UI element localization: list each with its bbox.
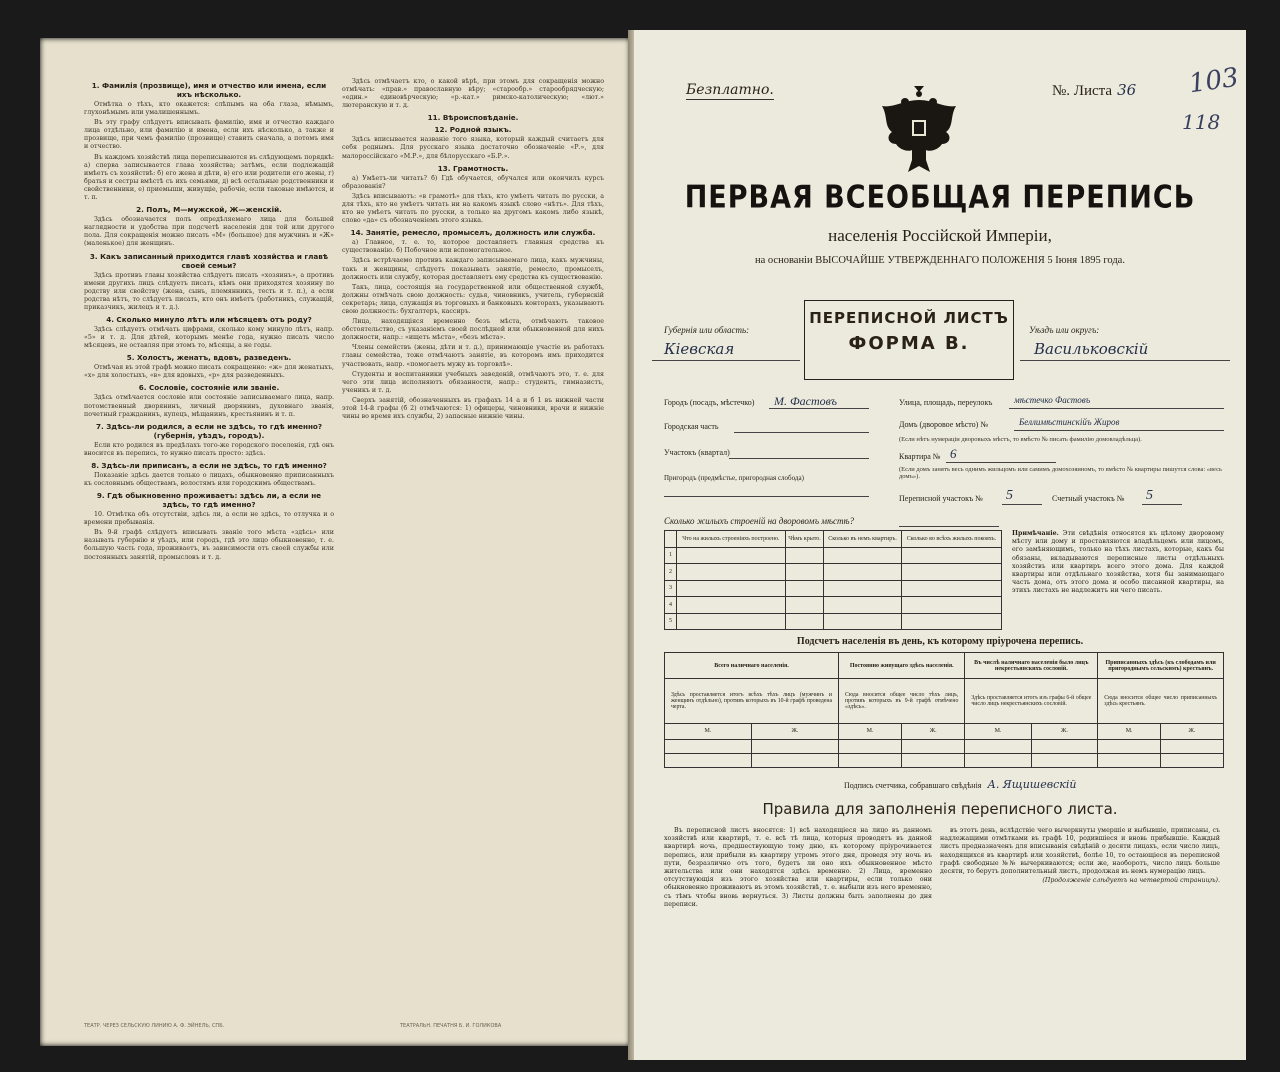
dwellings-table [664, 530, 1002, 630]
instruction-heading: 8. Здѣсь-ли приписанъ, а если не здѣсь, то гдѣ именно? [91, 460, 327, 470]
house-label: Домъ (дворовое мѣсто) № [899, 420, 988, 429]
instruction-paragraph: Здѣсь вписывается названіе того языка, который каждый считаетъ для себя роднымъ. Для русскаго языка достаточно обозначеніе «Р.», для малороссійскаго «М.Р.», для бѣлорусскаго «Б.Р.». [342, 136, 604, 160]
form-title: ПЕРЕПИСНОЙ ЛИСТЪ [809, 309, 1009, 327]
instruction-heading: 6. Сословіе, состояніе или званіе. [138, 383, 280, 393]
instruction-heading: 9. Гдѣ обыкновенно проживаетъ: здѣсь ли, а если не здѣсь, то гдѣ именно? [96, 491, 322, 510]
sex-column-label: М. [665, 723, 752, 739]
summary-column-note: Сюда вносится общее число приписанныхъ здѣсь крестьянъ. [1098, 679, 1224, 724]
form-title-box [804, 300, 1014, 380]
house-value: Беллимѣстинскійъ Жиров [1019, 417, 1120, 427]
summary-column-header: Въ числѣ наличнаго населенія было лицъ некрестьянскихъ сословій. [965, 653, 1098, 679]
signature-row [844, 778, 1076, 791]
instruction-paragraph: а) Главное, т. е. то, которое доставляетъ главныя средства къ существованію. б) Побочное или вспомогательное. [342, 239, 604, 255]
signature-label: Подпись счетчика, собравшаго свѣдѣнія [844, 781, 982, 790]
sheet-number-value: 36 [1117, 81, 1137, 99]
summary-column-note: Здѣсь проставляется итогъ всѣхъ тѣхъ лицъ (мужчинъ и женщинъ отдѣльно), противъ которыхъ въ 10-й графѣ проведена черта. [665, 679, 839, 724]
table-cell [1031, 740, 1098, 754]
table-cell [751, 754, 838, 768]
instruction-paragraph: Здѣсь противъ главы хозяйства слѣдуетъ писать «хозяинъ», а противъ имени другихъ лицъ слѣдуетъ писать, кѣмъ они приходятся хозяину по родству или свойству (жена, сынъ, племянникъ, тесть и т. п.), а если родства нѣтъ, то слѣдуетъ писать, кто онъ имѣетъ (работникъ, служащій, приказчикъ, жилецъ и т. д.). [84, 271, 334, 311]
table-cell [677, 547, 786, 564]
rules-continued: (Продолженіе слѣдуетъ на четвертой страницѣ). [1042, 877, 1220, 885]
instruction-heading: 4. Сколько минуло лѣтъ или мѣсяцевъ отъ роду? [106, 314, 312, 324]
instruction-paragraph: Здѣсь слѣдуетъ отмѣчать цифрами, сколько кому минуло лѣтъ, напр. «5» и т. д. Для дѣтей, которымъ менѣе года, нужно писать число мѣсяцевъ, не оставляя при этомъ то, мѣсяцы, а не годы. [84, 325, 334, 350]
instruction-heading: 1. Фамилія (прозвище), имя и отчество или имена, если ихъ нѣсколько. [91, 81, 327, 99]
table-row [665, 597, 1002, 614]
table-cell [785, 547, 824, 564]
row-number: 1 [665, 547, 677, 564]
table-row [665, 740, 1224, 754]
note-text: Эти свѣдѣнія относятся къ цѣлому дворовому мѣсту или дому и проставляются владѣльцемъ или лицомъ, его замѣняющимъ, только на тѣхъ листахъ, которые, какъ бы обязаны, вкладываются переписные листы отдѣльныхъ хозяйствъ или квартиръ всего этого дома. Для каждой квартиры или отдѣльнаго хозяйства, хотя бы занимающаго часть дома, отъ этого дома и особо писанной квартиры, на этихъ листахъ не надлежитъ ни чего писать. [1012, 530, 1224, 595]
table-cell [1098, 740, 1161, 754]
sheet-number-label: №. Листа [1052, 83, 1113, 99]
printer-footer-right: ТЕАТРАЛЬН. ПЕЧАТНЯ Б. И. ГОЛИКОВА [400, 1023, 502, 1029]
instruction-paragraph: Въ эту графу слѣдуетъ вписывать фамилію, имя и отчество каждаго лица отдѣльно, или фамилію и имена, если ихъ нѣсколько, а также и прозвище, при чемъ фамилію (прозвище) ставить сначала, а потомъ имя и отчество. [84, 119, 334, 151]
instruction-paragraph: 10. Отмѣтка объ отсутствіи, здѣсь ли, а если не здѣсь, то отлучка и о времени пребыванія. [84, 511, 334, 527]
table-cell [677, 564, 786, 581]
imperial-eagle-emblem-icon [874, 80, 964, 180]
table-row [665, 547, 1002, 564]
instruction-paragraph: Въ каждомъ хозяйствѣ лица переписываются въ слѣдующемъ порядкѣ: а) сперва записывается глава хозяйства; затѣмъ, если подлежащій имѣетъ съ хозяйствѣ: б) его жена и дѣти, в) его или родители его жены, г) братья и сестры вмѣстѣ съ ихъ семьями, д) всѣ остальные родственники и свойственники, е) приемыши, живущіе, рабочіе, если таковые имѣются, и т. п. [84, 153, 334, 202]
rules-text-right: въ этотъ день, вслѣдствіе чего вычеркнуты умершіе и выбывшіе, приписаны, съ надлежащими отмѣтками въ графѣ 10, родившіеся и вновь прибывшіе. Каждый листъ предназначенъ для вписыванія свѣдѣній о десяти лицахъ, если число лицъ, находящихся въ квартирѣ или хозяйствѣ, болѣе 10, то остающіеся въ переписной графѣ свободные №№ вычеркиваются; если же, наоборотъ, число лицъ больше десяти, то берутъ дополнительный листъ, продолжая въ немъ нумерацію лицъ. [940, 827, 1220, 876]
instruction-paragraph: Отмѣтка о тѣхъ, кто окажется: слѣпымъ на оба глаза, нѣмымъ, глухонѣмымъ или умалишеннымъ. [84, 101, 334, 117]
instruction-heading: 3. Какъ записанный приходится главѣ хозяйства и главѣ своей семьи? [89, 251, 329, 270]
table-cell [1160, 754, 1223, 768]
instruction-paragraph: Въ 9-й графѣ слѣдуетъ вписывать званіе того мѣста «здѣсь» или называть губернію и уѣздъ, или городъ, гдѣ это лицо обыкновенно, т. е. большую часть года, проживаетъ, въ зависимости отъ своей службы или постоянныхъ занятій, промысловъ и т. д. [84, 529, 334, 561]
table-cell [785, 597, 824, 614]
rules-text-left: Въ переписной листъ вносятся: 1) всѣ находящіеся на лицо въ данномъ хозяйствѣ или квартирѣ, т. е. всѣ тѣ лица, которыя проводятъ въ данной квартирѣ ночь, предшествующую тому дню, къ которому пріурочивается перепись, или прибыли въ квартиру утромъ этого дня, проведя эту ночь въ пути, безразлично отъ того, будетъ ли оно ихъ обыкновенное мѣсто жительства или они находятся здѣсь временно. 2) Лица, временно отсутствующія изъ этого хозяйства или квартиры, если только они обыкновенно проживаютъ въ этомъ хозяйствѣ, т. е. выбыли изъ него временно, съ тѣмъ чтобы вновь вернуться. 3) Листы должны быть заполнены до дня переписи. [664, 827, 932, 908]
table-row [665, 754, 1224, 768]
flat-value: 6 [950, 446, 957, 461]
row-number: 2 [665, 564, 677, 581]
instruction-paragraph: Отмѣчая въ этой графѣ можно писать сокращенно: «ж» для женатыхъ, «х» для холостыхъ, «в» для вдовыхъ, «р» для разведенныхъ. [84, 364, 334, 380]
row-number: 4 [665, 597, 677, 614]
flat-note: (Если домъ занятъ весь однимъ жильцомъ или самимъ домохозяиномъ, то вмѣсто № квартиры пишутся слова: «весь домъ»). [899, 466, 1222, 480]
table-row [665, 580, 1002, 597]
city-value: М. Фастовъ [774, 394, 837, 408]
census-area-label: Переписной участокъ № [899, 494, 983, 503]
sex-column-label: Ж. [751, 723, 838, 739]
printer-footer-left: ТЕАТР. ЧЕРЕЗ СЕЛЬСКУЮ ЛИНИЮ А. Ф. ЭЙНЕЛЬ, СПБ. [84, 1023, 225, 1029]
summary-column-header: Постоянно живущаго здѣсь населенія. [839, 653, 965, 679]
sex-column-label: М. [1098, 723, 1161, 739]
table-cell [824, 597, 902, 614]
instruction-paragraph: Здѣсь отмѣчается сословіе или состояніе записываемаго лица, напр. потомственный дворянинъ, личный дворянинъ, духовнаго званія, почетный гражданинъ, купецъ, мѣщанинъ, крестьянинъ и т. п. [84, 394, 334, 418]
row-number: 5 [665, 613, 677, 630]
census-subtitle: населенія Россійской Имперіи, [828, 226, 1052, 245]
table-cell [785, 613, 824, 630]
rules-column-2 [940, 827, 1220, 886]
province-value: Кіевская [664, 340, 735, 358]
street-label: Улица, площадь, переулокъ [899, 398, 993, 407]
table-cell [901, 613, 1001, 630]
right-page [634, 30, 1246, 1060]
instruction-paragraph: Показаніе здѣсь дается только о лицахъ, обыкновенно приписанныхъ къ сословнымъ обществамъ, волостямъ или городскимъ обществамъ. [84, 471, 334, 487]
table-cell [901, 580, 1001, 597]
instruction-heading: 2. Полъ, М—мужской, Ж—женскій. [136, 205, 282, 215]
table-cell [677, 597, 786, 614]
instruction-paragraph: а) Умѣетъ-ли читать? б) Гдѣ обучается, обучался или окончилъ курсъ образованія? [342, 174, 604, 190]
table-cell [901, 564, 1001, 581]
summary-column-note: Сюда вносится общее число тѣхъ лицъ, противъ которыхъ въ 9-й графѣ отмѣчено «здѣсь». [839, 679, 965, 724]
table-cell [677, 580, 786, 597]
sheet-number [1052, 78, 1136, 101]
instruction-paragraph: Здѣсь встрѣчаемо противъ каждаго записываемаго лица, какъ мужчины, такъ и женщины, слѣдуетъ показывать занятіе, ремесло, промыселъ, должность или службу, которая доставляетъ ему средства къ существованію. [342, 257, 604, 281]
row-number: 3 [665, 580, 677, 597]
signature-value: А. Ящишевскій [987, 778, 1077, 791]
dwellings-column-header: Сколько во всѣхъ жилыхъ покояхъ. [901, 531, 1001, 548]
quarter-label: Участокъ (квартал) [664, 448, 730, 457]
instruction-paragraph: Лица, находящіяся временно безъ мѣста, отмѣчаютъ таковое обстоятельство, съ указаніемъ своей послѣдней или обыкновенной для нихъ должности, напр.: «ищетъ мѣста», «безъ мѣста». [342, 318, 604, 342]
district-label: Уѣздъ или округъ: [1029, 325, 1100, 335]
province-label: Губернія или область: [664, 325, 750, 335]
dwellings-column-header: Чѣмъ крыто. [785, 531, 824, 548]
instruction-heading: 7. Здѣсь-ли родился, а если не здѣсь, то гдѣ именно? (губернія, уѣздъ, городъ). [95, 421, 323, 440]
house-note: (Если нѣтъ нумераціи дворовыхъ мѣстъ, то вмѣсто № писать фамилію домовладѣльца). [899, 436, 1142, 443]
summary-column-header: Приписанныхъ здѣсь (къ слободамъ или пригороднымъ сельскимъ) крестьянъ. [1098, 653, 1224, 679]
table-cell [901, 547, 1001, 564]
instruction-heading: 12. Родной языкъ. [434, 125, 512, 135]
instruction-paragraph: Студенты и воспитанники учебныхъ заведеній, отмѣчаютъ это, т. е. для чего эти лица исполняютъ обязанности, напр.: студентъ, гимназистъ, ученикъ и т. д. [342, 370, 604, 394]
rules-title: Правила для заполненія переписного листа. [762, 800, 1118, 818]
suburb-label: Пригородъ (предмѣстье, пригородная слобода) [664, 474, 804, 482]
instruction-paragraph: Члены семействъ (жены, дѣти и т. д.), принимающіе участіе въ работахъ главы семейства, тоже отмѣчаютъ занятіе, въ которомъ имъ приходится участвовать, напр. «помогаетъ мужу въ торговлѣ». [342, 344, 604, 368]
summary-column-note: Здѣсь проставляется итогъ изъ графы 6-й общее число лицъ некрестьянскихъ сословій. [965, 679, 1098, 724]
table-cell [785, 564, 824, 581]
table-cell [1160, 740, 1223, 754]
sex-column-label: Ж. [902, 723, 965, 739]
instruction-heading: 14. Занятіе, ремесло, промыселъ, должность или служба. [350, 228, 596, 238]
form-letter: ФОРМА В. [848, 333, 970, 354]
dwellings-column-header: Сколько въ немъ квартиръ. [824, 531, 902, 548]
summary-title: Подсчетъ населенія въ день, къ которому пріурочена перепись. [796, 636, 1084, 647]
table-cell [839, 754, 902, 768]
instruction-heading: 11. Вѣроисповѣданіе. [427, 113, 519, 123]
sex-column-label: Ж. [1160, 723, 1223, 739]
flat-label: Квартира № [899, 452, 941, 461]
table-cell [824, 613, 902, 630]
city-part-label: Городская часть [664, 422, 719, 431]
table-cell [901, 597, 1001, 614]
dwellings-column-header: Что на жилыхъ строеніяхъ построено. [677, 531, 786, 548]
table-cell [785, 580, 824, 597]
table-cell [839, 740, 902, 754]
table-cell [965, 740, 1031, 754]
left-page [40, 38, 630, 1046]
sex-column-label: М. [965, 723, 1031, 739]
instruction-paragraph: Сверхъ занятій, обозначенныхъ въ графахъ 14 а и б 1 въ нижней части этой 14-й графы (б 2) отмѣчаются: 1) офицеры, чиновники, врачи и нижніе чины во время ихъ службы, 2) запасные нижніе чины. [342, 396, 604, 421]
table-cell [824, 580, 902, 597]
table-cell [751, 740, 838, 754]
instruction-paragraph: Такъ, лица, состоящія на государственной или общественной службѣ, должны отмѣчать свою должность: судья, чиновникъ, учитель, губернскій секретарь; лица, служащія въ торговыхъ и банковыхъ конторахъ, указываютъ свою должность: бухгалтеръ, кассиръ. [342, 283, 604, 315]
instructions-column-2 [342, 78, 604, 423]
rules-column-1 [664, 827, 932, 910]
sex-column-label: Ж. [1031, 723, 1098, 739]
table-cell [824, 547, 902, 564]
table-cell [1031, 754, 1098, 768]
instruction-paragraph: Если кто родился въ предѣлахъ того-же городского поселенія, гдѣ онъ вносится въ перепись, то нужно писать просто: здѣсь. [84, 441, 334, 457]
note-title: Примѣчаніе. [1012, 530, 1059, 537]
table-cell [902, 754, 965, 768]
instruction-heading: 5. Холостъ, женатъ, вдовъ, разведенъ. [126, 353, 292, 363]
instruction-paragraph: Здѣсь вписываютъ: «в грамотѣ» для тѣхъ, кто умѣетъ читать по русски, а для тѣхъ, кто не умѣетъ читать ни на какомъ языкѣ слово «нѣтъ». Для тѣхъ, кто не умѣетъ читать по русски, а только на другомъ какомъ либо языкѣ, слово «да» съ обозначеніемъ этого языка. [342, 192, 604, 225]
free-label: Безплатно. [686, 82, 774, 98]
summary-column-header: Всего наличнаго населенія. [665, 653, 839, 679]
table-cell [1098, 754, 1161, 768]
table-row [665, 613, 1002, 630]
census-decree-line: на основаніи ВЫСОЧАЙШЕ УТВЕРЖДЕННАГО ПОЛОЖЕНІЯ 5 Іюня 1895 года. [755, 255, 1125, 266]
archive-number-top: 103 [1187, 62, 1241, 100]
census-area-value: 5 [1006, 488, 1013, 503]
table-cell [824, 564, 902, 581]
instruction-paragraph: Здѣсь обозначается полъ опредѣляемаго лица для большей наглядности и удобства при подсчетѣ населенія для той или другого пола. Для сокращенія можно писать «М» (большое) для мужчинъ и «Ж» (маленькое) для женщинъ. [84, 216, 334, 248]
instructions-column-1 [84, 78, 334, 564]
street-value: мѣстечко Фастовъ [1014, 395, 1091, 405]
census-title: ПЕРВАЯ ВСЕОБЩАЯ ПЕРЕПИСЬ [684, 179, 1196, 216]
city-label: Городъ (посадъ, мѣстечко) [664, 398, 755, 407]
table-cell [902, 740, 965, 754]
instruction-paragraph: Здѣсь отмѣчаетъ кто, о какой вѣрѣ, при этомъ для сокращенія можно отмѣчать: «прав.» православную вѣру; «старообр.» старообрядческую; «един.» единовѣрческую; «р.-кат.» римско-католическую; «лют.» лютеранскую и т. д. [342, 78, 604, 110]
archive-number-side: 118 [1182, 110, 1221, 134]
instruction-heading: 13. Грамотность. [437, 163, 509, 173]
table-cell [665, 740, 752, 754]
dwellings-label: Сколько жилыхъ строеній на дворовомъ мѣстѣ? [664, 516, 854, 526]
table-cell [677, 613, 786, 630]
sex-column-label: М. [839, 723, 902, 739]
population-summary-table [664, 652, 1224, 768]
count-area-value: 5 [1146, 488, 1153, 503]
count-area-label: Счетный участокъ № [1052, 494, 1125, 503]
table-cell [965, 754, 1031, 768]
table-cell [665, 754, 752, 768]
district-value: Васильковскій [1034, 340, 1149, 358]
table-row [665, 564, 1002, 581]
dwellings-note [1012, 530, 1224, 596]
